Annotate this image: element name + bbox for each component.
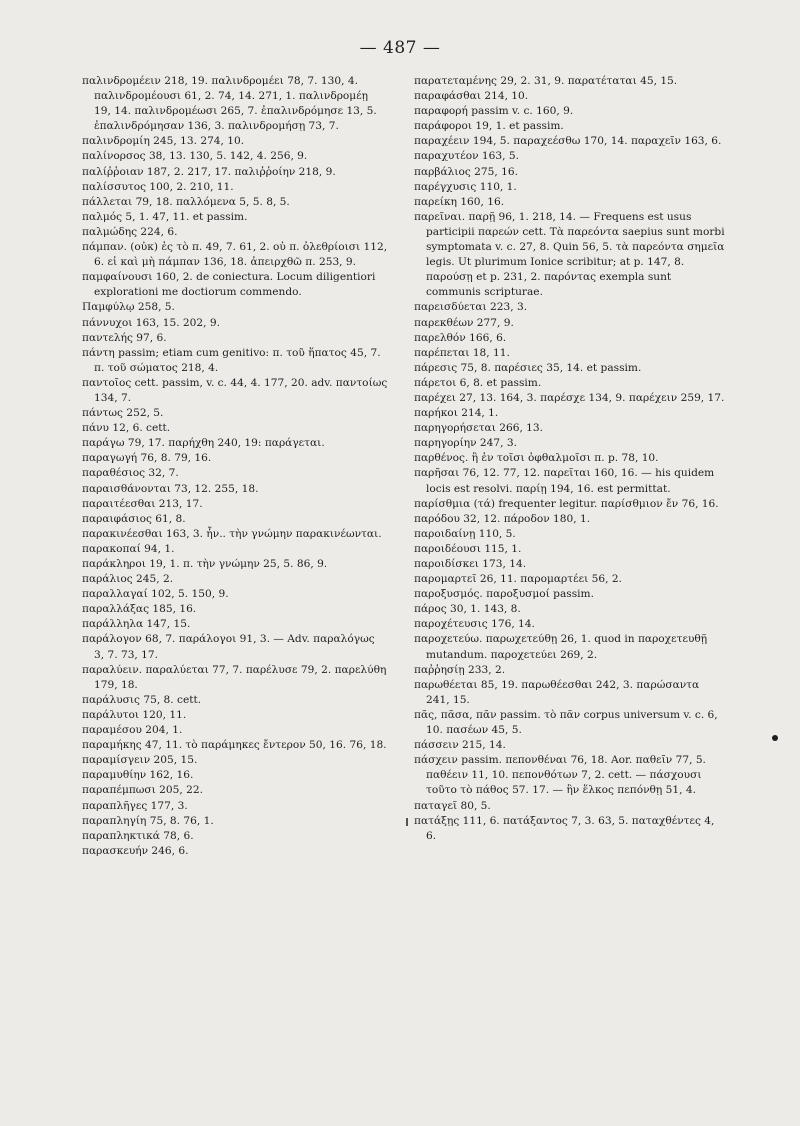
index-entry: παρέπεται 18, 11. (414, 346, 510, 359)
index-entry: παράκληροι 19, 1. π. τὴν γνώμην 25, 5. 86, 9. (82, 558, 328, 570)
index-entry: παράγω 79, 17. παρήχθη 240, 19: παράγεται. (82, 437, 325, 450)
index-entry: πάντη passim; etiam cum genitivo: π. τοῦ ἥπατος 45, 7. π. τοῦ σώματος 218, 4. (82, 346, 381, 374)
index-entry: παλίσσυτος 100, 2. 210, 11. (82, 180, 234, 193)
index-entry: παραλύειν. παραλύεται 77, 7. παρέλυσε 79, 2. παρελύθη 179, 18. (82, 663, 387, 691)
index-entry: παρέχει 27, 13. 164, 3. παρέσχε 134, 9. παρέχειν 259, 17. (414, 391, 725, 404)
index-entry: παρῆσαι 76, 12. 77, 12. παρεῖται 160, 16. — his quidem locis est resolvi. παρίῃ 194, 16. est permittat. (414, 467, 715, 495)
index-entry: παραμέσου 204, 1. (82, 724, 183, 737)
index-entry: παρηγορίην 247, 3. (414, 437, 517, 450)
index-entry: παραλλάξας 185, 16. (82, 603, 197, 616)
index-entry: παντελής 97, 6. (82, 331, 167, 344)
index-entry: παράλιος 245, 2. (82, 573, 174, 586)
index-entry: παράφοροι 19, 1. et passim. (414, 120, 564, 133)
index-entry: παραπλῆγες 177, 3. (82, 799, 188, 812)
index-entry: πάλλεται 79, 18. παλλόμενα 5, 5. 8, 5. (82, 195, 290, 208)
index-entry: παραπέμπωσι 205, 22. (82, 784, 203, 797)
index-entry: πάντως 252, 5. (82, 407, 164, 420)
index-entry: παρήκοι 214, 1. (414, 407, 499, 420)
index-entry: πάρετοι 6, 8. et passim. (414, 376, 542, 389)
index-entry: παρέγχυσις 110, 1. (414, 180, 517, 193)
index-entry: παράλληλα 147, 15. (82, 618, 191, 631)
index-entry: παραγωγή 76, 8. 79, 16. (82, 452, 212, 465)
index-entry: παλινδρομέειν 218, 19. παλινδρομέει 78, 7. 130, 4. παλινδρομέουσι 61, 2. 74, 14. 271, 1. παλινδρομέῃ 19, 14. παλινδρομέωσι 265, 7. ἐπαλινδρόμησε 13, 5. ἐπαλινδρόμησαν 136, 3. παλινδρομήσῃ 73, 7. (82, 75, 377, 133)
index-entry: παραιτέεσθαι 213, 17. (82, 497, 203, 510)
index-column-right (414, 74, 726, 844)
index-entry: παρωθέεται 85, 19. παρωθέεσθαι 242, 3. παρώσαντα 241, 15. (414, 678, 700, 706)
index-entry: παράλυσις 75, 8. cett. (82, 693, 202, 706)
index-entry: παραμυθίην 162, 16. (82, 769, 194, 782)
index-entry: παρασκευήν 246, 6. (82, 844, 189, 857)
index-entry: πᾶς, πᾶσα, πᾶν passim. τὸ πᾶν corpus universum v. c. 6, 10. πασέων 45, 5. (414, 708, 718, 737)
index-entry: παρεκθέων 277, 9. (414, 316, 514, 329)
index-entry: πάνυ 12, 6. cett. (82, 422, 171, 435)
index-entry: Παμφύλῳ 258, 5. (82, 301, 175, 314)
index-column-left (82, 74, 388, 859)
index-entry: παραιφάσιος 61, 8. (82, 512, 186, 525)
index-entry: παραθέσιος 32, 7. (82, 467, 179, 480)
page-number: — 487 — (359, 38, 441, 58)
index-entry: παρόδου 32, 12. πάροδον 180, 1. (414, 512, 591, 525)
index-entry: παροιδαίνῃ 110, 5. (414, 527, 516, 540)
index-entry: πάσσειν 215, 14. (414, 739, 506, 752)
index-entry: παρομαρτεῖ 26, 11. παρομαρτέει 56, 2. (414, 573, 622, 586)
index-entry: παλινδρομίη 245, 13. 274, 10. (82, 135, 245, 148)
index-entry: παροχετεύω. παρωχετεύθῃ 26, 1. quod in παροχετευθῇ mutandum. παροχετεύει 269, 2. (414, 633, 708, 661)
index-entry: παράλυτοι 120, 11. (82, 708, 187, 721)
scan-edge-mark (406, 818, 408, 826)
index-entry: πάρεσις 75, 8. παρέσιες 35, 14. et passim. (414, 361, 642, 374)
index-entry: παροξυσμός. παροξυσμοί passim. (414, 588, 594, 601)
index-entry: πάννυχοι 163, 15. 202, 9. (82, 316, 220, 329)
index-entry: παρείκη 160, 16. (414, 195, 505, 208)
index-entry: παλίῤῥοιαν 187, 2. 217, 17. παλιῤῥοίην 218, 9. (82, 165, 336, 178)
index-entry: παρακοπαί 94, 1. (82, 542, 175, 555)
index-entry: παρελθόν 166, 6. (414, 331, 507, 344)
index-entry: πατάξῃς 111, 6. πατάξαντος 7, 3. 63, 5. παταχθέντες 4, 6. (414, 814, 715, 842)
index-entry: παροχέτευσις 176, 14. (414, 618, 535, 631)
index-entry: παραφάσθαι 214, 10. (414, 90, 529, 103)
index-entry: παροιδέουσι 115, 1. (414, 542, 522, 555)
index-entry: παρθένος. ἢ ἐν τοῖσι ὀφθαλμοῖσι π. p. 78, 10. (414, 452, 659, 465)
index-entry: παραχέειν 194, 5. παραχεέσθω 170, 14. παραχεῖν 163, 6. (414, 135, 722, 148)
index-entry: παρακινέεσθαι 163, 3. ἦν.. τὴν γνώμην παρακινέωνται. (82, 527, 382, 540)
index-entry: πάμπαν. (οὐκ) ἐς τὸ π. 49, 7. 61, 2. οὐ π. ὀλεθρίοισι 112, 6. εἰ καὶ μὴ πάμπαν 136, 18. ἀπειρχθῶ π. 253, 9. (82, 241, 388, 269)
index-entry: πάσχειν passim. πεπονθέναι 76, 18. Aor. παθεῖν 77, 5. παθέειν 11, 10. πεπονθότων 7, 2. cett. — πάσχουσι τοῦτο τὸ πάθος 57. 17. — ἢν ἕλκος πεπόνθῃ 51, 4. (414, 754, 706, 797)
index-entry: παραχυτέον 163, 5. (414, 150, 519, 163)
index-entry: παραμήκης 47, 11. τὸ παράμηκες ἔντερον 50, 16. 76, 18. (82, 739, 387, 752)
index-entry: παραλλαγαί 102, 5. 150, 9. (82, 588, 229, 601)
index-entry: παλίνορσος 38, 13. 130, 5. 142, 4. 256, 9. (82, 150, 308, 163)
index-entry: παλμός 5, 1. 47, 11. et passim. (82, 210, 248, 223)
index-entry: παράλογον 68, 7. παράλογοι 91, 3. — Adv. παραλόγως 3, 7. 73, 17. (82, 633, 375, 661)
index-entry: παρηγορήσεται 266, 13. (414, 422, 544, 435)
index-entry: παντοῖος cett. passim, v. c. 44, 4. 177, 20. adv. παντοίως 134, 7. (82, 376, 388, 404)
index-entry: παραισθάνονται 73, 12. 255, 18. (82, 482, 259, 495)
index-entry: παρατεταμένης 29, 2. 31, 9. παρατέταται 45, 15. (414, 75, 678, 87)
index-entry: παραπληγίη 75, 8. 76, 1. (82, 814, 214, 827)
index-entry: παρεισδύεται 223, 3. (414, 301, 528, 314)
index-entry: παρβάλιος 275, 16. (414, 165, 518, 178)
index-entry: παρεῖναι. παρῇ 96, 1. 218, 14. — Frequens est usus participii παρεών cett. Τὰ παρεόντα saepius sunt morbi symptomata v. c. 27, 8. Quin 56, 5. τὰ παρεόντα σημεῖα legis. Ut plurimum Ionice scribitur; at p. 147, 8. παρούσῃ et p. 231, 2. παρόντας exempla sunt communis scripturae. (414, 210, 725, 299)
index-entry: παραμίσγειν 205, 15. (82, 754, 198, 767)
index-entry: παρίσθμια (τά) frequenter legitur. παρίσθμιον ἔν 76, 16. (414, 497, 719, 510)
index-entry: παταγεῖ 80, 5. (414, 799, 491, 812)
index-entry: πάρος 30, 1. 143, 8. (414, 603, 521, 616)
index-entry: παμφαίνουσι 160, 2. de coniectura. Locum diligentiori explorationi me doctiorum commendo. (82, 271, 376, 299)
index-entry: παραφορή passim v. c. 160, 9. (414, 105, 574, 118)
index-entry: παροιδίσκει 173, 14. (414, 558, 527, 570)
margin-dot-mark (772, 735, 778, 741)
index-entry: παραπληκτικά 78, 6. (82, 829, 194, 842)
index-entry: παλμώδης 224, 6. (82, 225, 178, 238)
index-entry: παῤῥησίῃ 233, 2. (414, 663, 506, 676)
